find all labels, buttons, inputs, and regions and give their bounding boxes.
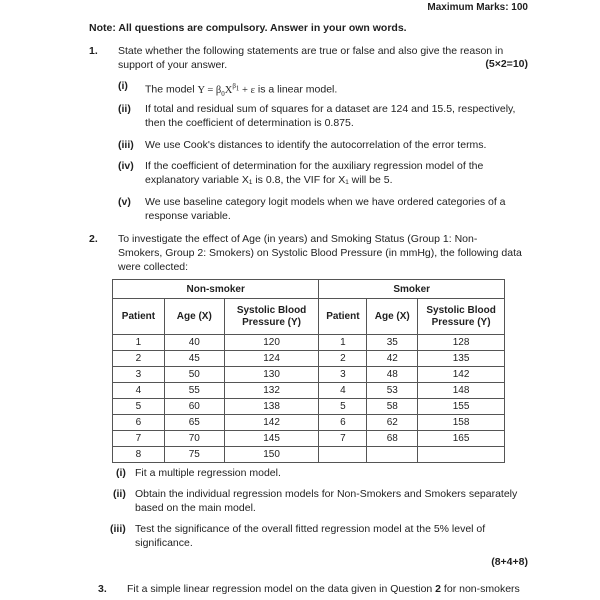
q2-item-i-line1: Fit a multiple regression model. — [135, 467, 281, 479]
cell: 2 — [113, 351, 165, 367]
cell: 124 — [224, 351, 319, 367]
maximum-marks: Maximum Marks: 100 — [427, 2, 528, 13]
q1-number: 1. — [89, 45, 98, 57]
q1-item-i-pre: The model — [145, 83, 198, 96]
cell: 3 — [319, 367, 367, 383]
col-age: Age (X) — [367, 299, 418, 335]
cell: 7 — [113, 431, 165, 447]
table-row — [113, 415, 505, 431]
cell: 158 — [418, 415, 505, 431]
q2-item-label: (i) — [116, 467, 126, 479]
q3-text — [127, 582, 520, 596]
cell: 50 — [164, 367, 224, 383]
q1-item-label: (v) — [118, 196, 131, 208]
cell: 148 — [418, 383, 505, 399]
q1-item-label: (ii) — [118, 103, 131, 115]
cell: 4 — [113, 383, 165, 399]
q2-item-ii-line1: Obtain the individual regression models for Non-Smokers and Smokers separately — [135, 488, 518, 500]
cell: 142 — [418, 367, 505, 383]
cell: 165 — [418, 431, 505, 447]
cell: 70 — [164, 431, 224, 447]
table-row — [113, 447, 505, 463]
q3-question-ref: 2 — [435, 583, 442, 595]
cell: 68 — [367, 431, 418, 447]
q2-item-iii-line2: significance. — [135, 537, 193, 549]
group-non-smoker: Non-smoker — [113, 280, 319, 299]
table-row — [113, 335, 505, 351]
cell — [418, 447, 505, 463]
exam-note: Note: All questions are compulsory. Answer in your own words. — [89, 22, 407, 34]
q1-item-i — [145, 79, 337, 101]
q2-number: 2. — [89, 233, 98, 245]
q1-item-iii-line1: We use Cook's distances to identify the autocorrelation of the error terms. — [145, 139, 487, 151]
table-row — [113, 431, 505, 447]
table-row — [113, 367, 505, 383]
col-patient: Patient — [319, 299, 367, 335]
q1-item-label: (iii) — [118, 139, 134, 151]
q1-item-iv-line2: explanatory variable X₁ is 0.8, the VIF for X₁ will be 5. — [145, 174, 393, 186]
cell: 135 — [418, 351, 505, 367]
q2-text-line2: Smokers, Group 2: Smokers) on Systolic Blood Pressure (in mmHg), the following data — [118, 247, 522, 259]
cell: 42 — [367, 351, 418, 367]
q2-item-iii-line1: Test the significance of the overall fitted regression model at the 5% level of — [135, 523, 486, 535]
q1-item-label: (i) — [118, 80, 128, 92]
q2-item-label: (ii) — [113, 488, 126, 500]
q1-text-line1: State whether the following statements are true or false and also give the reason in — [118, 45, 504, 57]
table-column-header — [113, 299, 505, 335]
cell: 155 — [418, 399, 505, 415]
cell: 145 — [224, 431, 319, 447]
q1-item-v-line2: response variable. — [145, 210, 231, 222]
q2-item-ii-line2: based on the main model. — [135, 502, 256, 514]
cell: 1 — [113, 335, 165, 351]
cell: 48 — [367, 367, 418, 383]
cell: 4 — [319, 383, 367, 399]
q1-item-ii-line1: If total and residual sum of squares for a dataset are 124 and 15.5, respectively, — [145, 103, 516, 115]
cell: 142 — [224, 415, 319, 431]
q1-item-label: (iv) — [118, 160, 134, 172]
cell: 5 — [319, 399, 367, 415]
q1-item-v-line1: We use baseline category logit models when we have ordered categories of a — [145, 196, 506, 208]
cell: 128 — [418, 335, 505, 351]
q2-item-label: (iii) — [110, 523, 126, 535]
cell: 6 — [319, 415, 367, 431]
cell: 120 — [224, 335, 319, 351]
cell: 58 — [367, 399, 418, 415]
cell: 132 — [224, 383, 319, 399]
q1-marks: (5×2=10) — [485, 58, 528, 70]
q1-item-i-post: is a linear model. — [255, 83, 338, 96]
col-patient: Patient — [113, 299, 165, 335]
cell — [367, 447, 418, 463]
q3-text-post: for non-smokers — [441, 583, 520, 595]
cell: 3 — [113, 367, 165, 383]
q1-item-ii-line2: then the coefficient of determination is 0.875. — [145, 117, 354, 129]
q1-item-iv-line1: If the coefficient of determination for the auxiliary regression model of the — [145, 160, 484, 172]
cell: 40 — [164, 335, 224, 351]
cell: 2 — [319, 351, 367, 367]
col-sbp: Systolic Blood Pressure (Y) — [224, 299, 319, 335]
q3-number: 3. — [98, 583, 107, 595]
col-age: Age (X) — [164, 299, 224, 335]
model-formula: $Y = \beta_0X^{\beta_1} + \varepsilon$ — [197, 82, 255, 98]
q3-text-pre: Fit a simple linear regression model on the data given in Question — [127, 583, 436, 595]
cell: 6 — [113, 415, 165, 431]
cell: 55 — [164, 383, 224, 399]
cell: 130 — [224, 367, 319, 383]
cell: 60 — [164, 399, 224, 415]
q1-text-line2: support of your answer. — [118, 59, 228, 71]
bp-data-table — [112, 279, 505, 463]
cell: 1 — [319, 335, 367, 351]
cell: 8 — [113, 447, 165, 463]
table-row — [113, 399, 505, 415]
cell: 35 — [367, 335, 418, 351]
q2-text-line1: To investigate the effect of Age (in years) and Smoking Status (Group 1: Non- — [118, 233, 478, 245]
cell: 138 — [224, 399, 319, 415]
table-group-header — [113, 280, 505, 299]
table-row — [113, 351, 505, 367]
cell: 75 — [164, 447, 224, 463]
q2-marks: (8+4+8) — [491, 556, 528, 568]
group-smoker: Smoker — [319, 280, 505, 299]
cell: 45 — [164, 351, 224, 367]
cell: 5 — [113, 399, 165, 415]
col-sbp: Systolic Blood Pressure (Y) — [418, 299, 505, 335]
cell: 7 — [319, 431, 367, 447]
q2-text-line3: were collected: — [118, 261, 189, 273]
cell: 62 — [367, 415, 418, 431]
cell: 65 — [164, 415, 224, 431]
cell — [319, 447, 367, 463]
table-row — [113, 383, 505, 399]
cell: 150 — [224, 447, 319, 463]
cell: 53 — [367, 383, 418, 399]
